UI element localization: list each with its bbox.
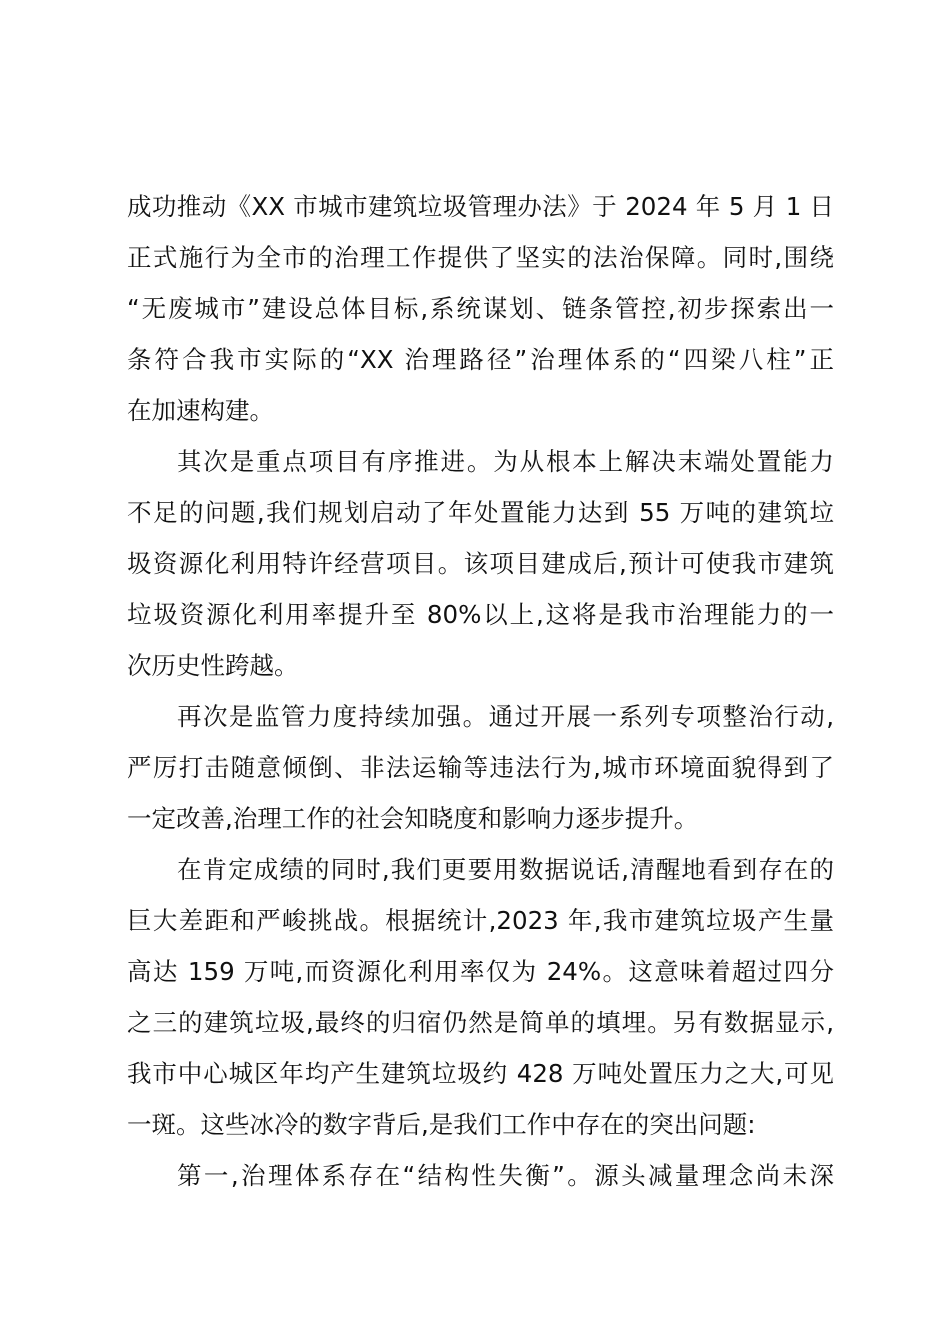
text-line: 我市中心城区年均产生建筑垃圾约 428 万吨处置压力之大,可见 <box>127 1059 834 1088</box>
text-line: 条符合我市实际的“XX 治理路径”治理体系的“四梁八柱”正 <box>127 345 834 374</box>
text-line: 高达 159 万吨,而资源化利用率仅为 24%。这意味着超过四分 <box>127 957 834 986</box>
text-line: 成功推动《XX 市城市建筑垃圾管理办法》于 2024 年 5 月 1 日 <box>127 192 834 221</box>
text-line: 在肯定成绩的同时,我们更要用数据说话,清醒地看到存在的 <box>177 855 834 884</box>
paragraph-5 <box>127 1150 834 1201</box>
body-text <box>127 181 834 1201</box>
text-line: 垃圾资源化利用率提升至 80%以上,这将是我市治理能力的一 <box>127 600 834 629</box>
text-line: 其次是重点项目有序推进。为从根本上解决末端处置能力 <box>177 447 834 476</box>
text-line: “无废城市”建设总体目标,系统谋划、链条管控,初步探索出一 <box>127 294 834 323</box>
paragraph-2 <box>127 436 834 691</box>
text-line: 在加速构建。 <box>127 396 274 425</box>
text-line: 圾资源化利用特许经营项目。该项目建成后,预计可使我市建筑 <box>127 549 834 578</box>
text-line: 之三的建筑垃圾,最终的归宿仍然是简单的填埋。另有数据显示, <box>127 1008 834 1037</box>
paragraph-1 <box>127 181 834 436</box>
text-line: 一定改善,治理工作的社会知晓度和影响力逐步提升。 <box>127 804 699 833</box>
text-line: 再次是监管力度持续加强。通过开展一系列专项整治行动, <box>177 702 834 731</box>
text-line: 不足的问题,我们规划启动了年处置能力达到 55 万吨的建筑垃 <box>127 498 834 527</box>
paragraph-3 <box>127 691 834 844</box>
text-line: 一斑。这些冰冷的数字背后,是我们工作中存在的突出问题: <box>127 1110 756 1139</box>
text-line: 第一,治理体系存在“结构性失衡”。源头减量理念尚未深 <box>177 1161 834 1190</box>
text-line: 严厉打击随意倾倒、非法运输等违法行为,城市环境面貌得到了 <box>127 753 834 782</box>
text-line: 次历史性跨越。 <box>127 651 299 680</box>
text-line: 正式施行为全市的治理工作提供了坚实的法治保障。同时,围绕 <box>127 243 834 272</box>
paragraph-4 <box>127 844 834 1150</box>
text-line: 巨大差距和严峻挑战。根据统计,2023 年,我市建筑垃圾产生量 <box>127 906 834 935</box>
